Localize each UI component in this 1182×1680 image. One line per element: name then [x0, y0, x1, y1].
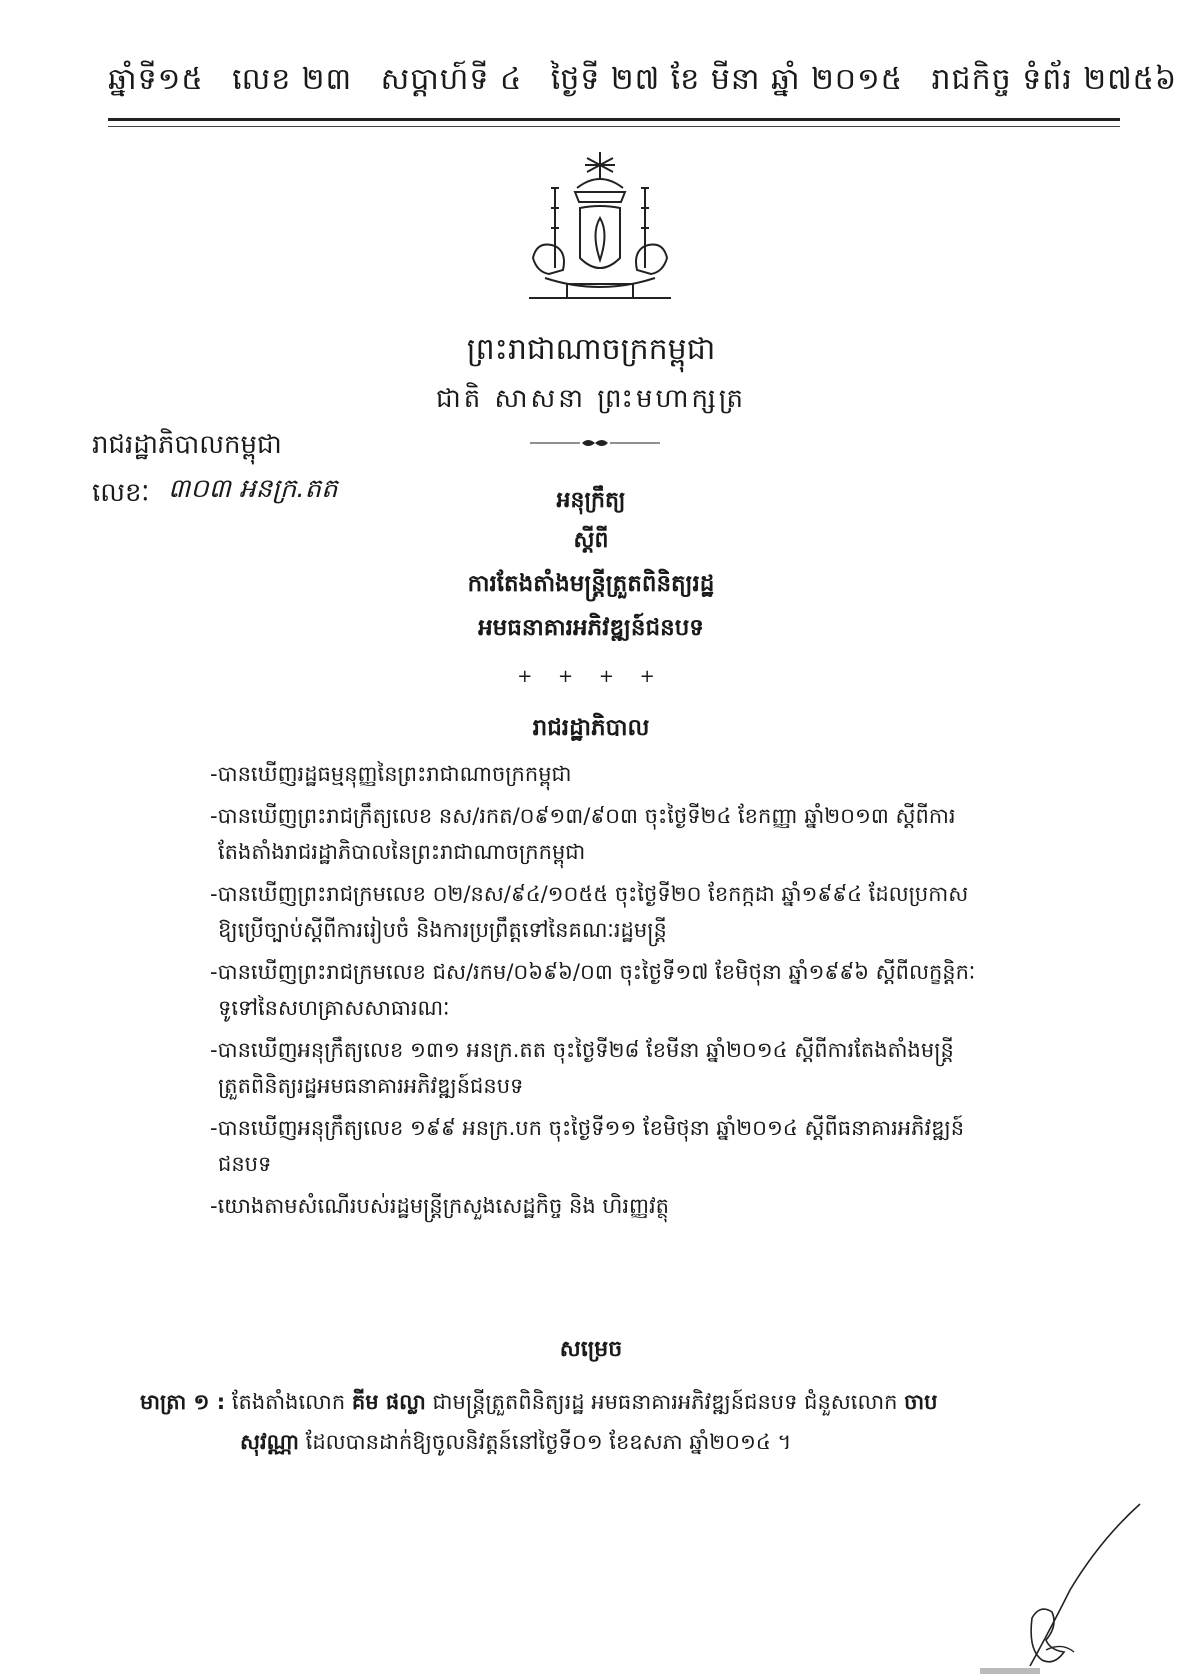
- article-text: ជាមន្ត្រីត្រួតពិនិត្យរដ្ឋ អមធនាគារអភិវឌ្ឍន៍ជនបទ ជំនួសលោក: [432, 1390, 898, 1414]
- page-edge-mark: [980, 1668, 1040, 1674]
- recital-text: -បានឃើញរដ្ឋធម្មនុញ្ញនៃព្រះរាជាណាចក្រកម្ពុជា: [210, 762, 572, 786]
- recital-text: -យោងតាមសំណើរបស់រដ្ឋមន្ត្រីក្រសួងសេដ្ឋកិច្ច និង ហិរញ្ញវត្ថុ: [210, 1194, 669, 1218]
- recital-item: [210, 1188, 1040, 1224]
- gazette-year: ឆ្នាំទី១៥: [108, 62, 204, 97]
- document-concerning: ស្តីពី: [573, 528, 609, 553]
- appointee-name: គីម ផល្លា: [351, 1390, 426, 1414]
- recital-continuation: ទូទៅនៃសហគ្រាសសាធារណៈ: [218, 996, 450, 1020]
- recital-text: -បានឃើញព្រះរាជក្រឹត្យលេខ នស/រកត/០៩១៣/៩០៣ ចុះថ្ងៃទី២៤ ខែកញ្ញា ឆ្នាំ២០១៣ ស្តីពីការ: [210, 804, 956, 828]
- recital-item: [210, 1032, 1040, 1104]
- article-1: [140, 1382, 1080, 1462]
- recital-item: [210, 798, 1040, 870]
- kingdom-title: ព្រះរាជាណាចក្រកម្ពុជា: [466, 332, 716, 367]
- recital-continuation: តែងតាំងរាជរដ្ឋាភិបាលនៃព្រះរាជាណាចក្រកម្ពុជា: [218, 840, 586, 864]
- royal-coat-of-arms-icon: [515, 148, 685, 318]
- document-subject-line-2: អមធនាគារអភិវឌ្ឍន៍ជនបទ: [478, 615, 704, 641]
- gazette-date: ថ្ងៃទី ២៧ ខែ មីនា ឆ្នាំ ២០១៥: [550, 62, 903, 97]
- recital-continuation: ឱ្យប្រើច្បាប់ស្តីពីការរៀបចំ និងការប្រព្រឹត្តទៅនៃគណៈរដ្ឋមន្ត្រី: [218, 918, 667, 942]
- gazette-week: សប្តាហ៍ទី ៤: [380, 62, 523, 97]
- issuing-body-heading: រាជរដ្ឋាភិបាល: [532, 715, 650, 741]
- decision-heading: សម្រេច: [559, 1337, 623, 1362]
- recitals-list: [210, 756, 1040, 1230]
- recital-text: -បានឃើញព្រះរាជក្រមលេខ ជស/រកម/០៦៩៦/០៣ ចុះថ្ងៃទី១៧ ខែមិថុនា ឆ្នាំ១៩៩៦ ស្តីពីលក្ខន្តិកៈ: [210, 960, 976, 984]
- header-rule-thin: [108, 126, 1120, 127]
- header-rule: [108, 118, 1120, 121]
- recital-item: [210, 756, 1040, 792]
- gazette-issue: លេខ ២៣: [232, 62, 353, 97]
- recital-text: -បានឃើញអនុក្រឹត្យលេខ ១៩៩ អនក្រ.បក ចុះថ្ងៃទី១១ ខែមិថុនា ឆ្នាំ២០១៤ ស្តីពីធនាគារអភិវឌ្ឍន៍: [210, 1116, 965, 1140]
- recital-item: [210, 1110, 1040, 1182]
- document-subject-line-1: ការតែងតាំងមន្ត្រីត្រួតពិនិត្យរដ្ឋ: [467, 571, 715, 597]
- recital-text: -បានឃើញអនុក្រឹត្យលេខ ១៣១ អនក្រ.តត ចុះថ្ងៃទី២៨ ខែមីនា ឆ្នាំ២០១៤ ស្តីពីការតែងតាំងមន្ត្រី: [210, 1038, 954, 1062]
- article-text: តែងតាំងលោក: [231, 1390, 346, 1414]
- divider-ornament: [530, 436, 660, 450]
- replaced-official-name: ចាប: [904, 1390, 938, 1414]
- recital-continuation: ត្រួតពិនិត្យរដ្ឋអមធនាគារអភិវឌ្ឍន៍ជនបទ: [218, 1074, 524, 1098]
- kingdom-motto: ជាតិ សាសនា ព្រះមហាក្សត្រ: [436, 384, 746, 414]
- replaced-official-name: សុវណ្ណា: [240, 1430, 299, 1454]
- article-continuation: [140, 1422, 1080, 1462]
- reference-number: ៣០៣ អនក្រ.តត: [168, 474, 338, 504]
- reference-label: លេខៈ: [92, 478, 150, 508]
- article-label: មាត្រា ១ :: [140, 1390, 226, 1414]
- gazette-header: [108, 60, 1178, 104]
- recital-item: [210, 876, 1040, 948]
- issuing-government: រាជរដ្ឋាភិបាលកម្ពុជា: [92, 430, 282, 460]
- gazette-page-number: រាជកិច្ច ទំព័រ ២៧៥៦: [931, 62, 1178, 97]
- section-separator: + + + +: [517, 666, 665, 687]
- handwritten-signature-icon: [1010, 1500, 1160, 1670]
- document-type: អនុក្រឹត្យ: [556, 488, 626, 513]
- article-text: ដែលបានដាក់ឱ្យចូលនិវត្តន៍នៅថ្ងៃទី០១ ខែឧសភា ឆ្នាំ២០១៤ ។: [305, 1430, 792, 1454]
- recital-continuation: ជនបទ: [218, 1152, 272, 1176]
- recital-item: [210, 954, 1040, 1026]
- recital-text: -បានឃើញព្រះរាជក្រមលេខ ០២/នស/៩៤/១០៥៥ ចុះថ្ងៃទី២០ ខែកក្កដា ឆ្នាំ១៩៩៤ ដែលប្រកាស: [210, 882, 969, 906]
